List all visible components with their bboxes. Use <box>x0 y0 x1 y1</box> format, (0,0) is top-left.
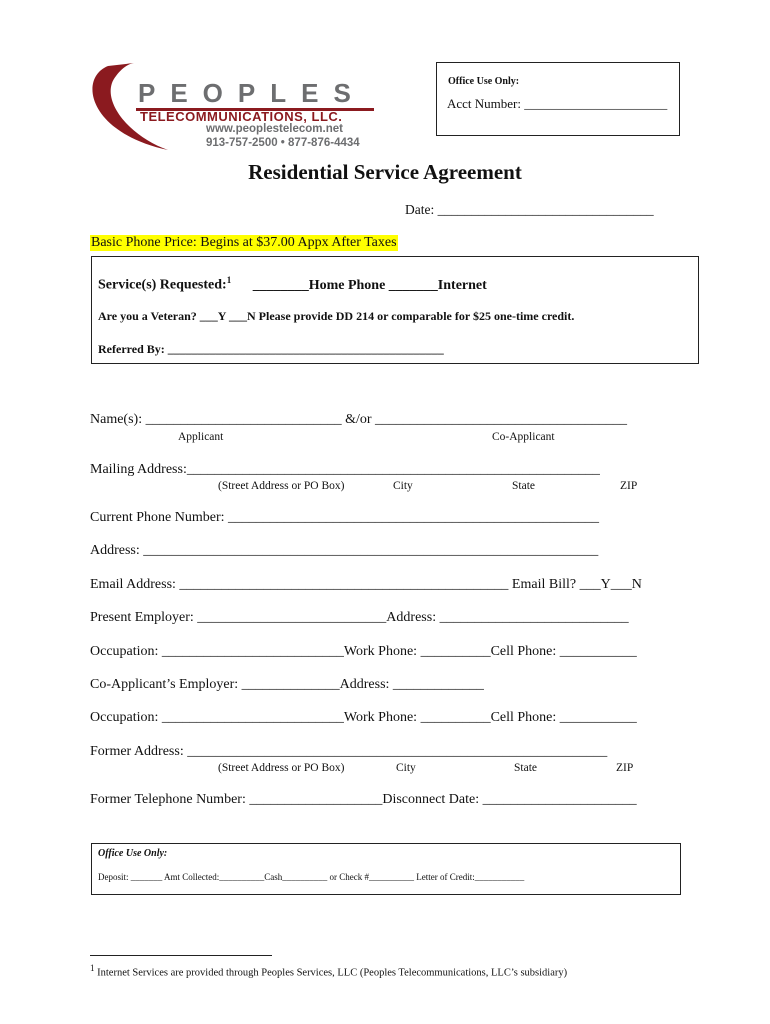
occupation-field[interactable]: Occupation: __________________________Work Phone: __________Cell Phone: ___________ <box>90 644 637 659</box>
former-phone-field[interactable]: Former Telephone Number: ___________________Disconnect Date: ______________________ <box>90 792 637 807</box>
services-options-field[interactable]: ________Home Phone _______Internet <box>252 277 487 293</box>
footnote-number: 1 <box>90 963 95 973</box>
logo-website: www.peoplestelecom.net <box>206 123 343 135</box>
mailing-address-field[interactable]: Mailing Address:___________________________________________________________ <box>90 462 600 477</box>
referred-by-field[interactable]: Referred By: ______________________________________________ <box>98 342 444 356</box>
office-use-footer-box <box>91 843 681 895</box>
footnote <box>90 963 567 979</box>
coapplicant-caption: Co-Applicant <box>492 431 555 443</box>
coapplicant-employer-field[interactable]: Co-Applicant’s Employer: ______________Address: _____________ <box>90 677 484 692</box>
veteran-field[interactable]: Are you a Veteran? ___Y ___N Please provide DD 214 or comparable for $25 one-time credit. <box>98 309 575 323</box>
zip-caption: ZIP <box>620 480 638 492</box>
city-caption: City <box>393 480 413 492</box>
state-caption: State <box>512 480 535 492</box>
page-title: Residential Service Agreement <box>248 160 522 184</box>
services-requested-label: Service(s) Requested: <box>98 277 227 293</box>
date-field[interactable]: Date: ________________________________ <box>405 202 654 217</box>
former-zip-caption: ZIP <box>616 762 634 774</box>
former-state-caption: State <box>514 762 537 774</box>
services-requested-row <box>98 275 487 294</box>
logo-phones: 913-757-2500 • 877-876-4434 <box>206 137 360 149</box>
former-city-caption: City <box>396 762 416 774</box>
office-use-label: Office Use Only: <box>448 76 520 87</box>
former-address-field[interactable]: Former Address: ____________________________________________________________ <box>90 744 608 759</box>
office-use-footer-label: Office Use Only: <box>98 848 168 859</box>
employer-field[interactable]: Present Employer: ___________________________Address: ___________________________ <box>90 610 629 625</box>
email-field[interactable]: Email Address: _______________________________________________ Email Bill? ___Y___N <box>90 577 642 592</box>
former-street-caption: (Street Address or PO Box) <box>218 762 345 774</box>
acct-number-field[interactable]: Acct Number: ______________________ <box>447 96 668 111</box>
logo-subtitle: TELECOMMUNICATIONS, LLC. <box>140 109 343 124</box>
footnote-text: Internet Services are provided through Peoples Services, LLC (Peoples Telecommunications, LLC’s subsidiary) <box>97 967 568 979</box>
names-field[interactable]: Name(s): ____________________________ &/or ____________________________________ <box>90 412 628 427</box>
address-field[interactable]: Address: _________________________________________________________________ <box>90 543 599 558</box>
footnote-divider <box>90 955 272 956</box>
street-caption: (Street Address or PO Box) <box>218 480 345 492</box>
logo-wordmark: PEOPLES <box>138 78 366 108</box>
footnote-mark: 1 <box>226 275 232 285</box>
price-banner: Basic Phone Price: Begins at $37.00 Appx After Taxes <box>91 235 397 250</box>
current-phone-field[interactable]: Current Phone Number: _____________________________________________________ <box>90 510 600 525</box>
payment-details-field[interactable]: Deposit: _______ Amt Collected:__________Cash__________ or Check #__________ Letter of Credit:___________ <box>98 872 525 882</box>
applicant-caption: Applicant <box>178 431 224 443</box>
coapplicant-occupation-field[interactable]: Occupation: __________________________Work Phone: __________Cell Phone: ___________ <box>90 710 637 725</box>
